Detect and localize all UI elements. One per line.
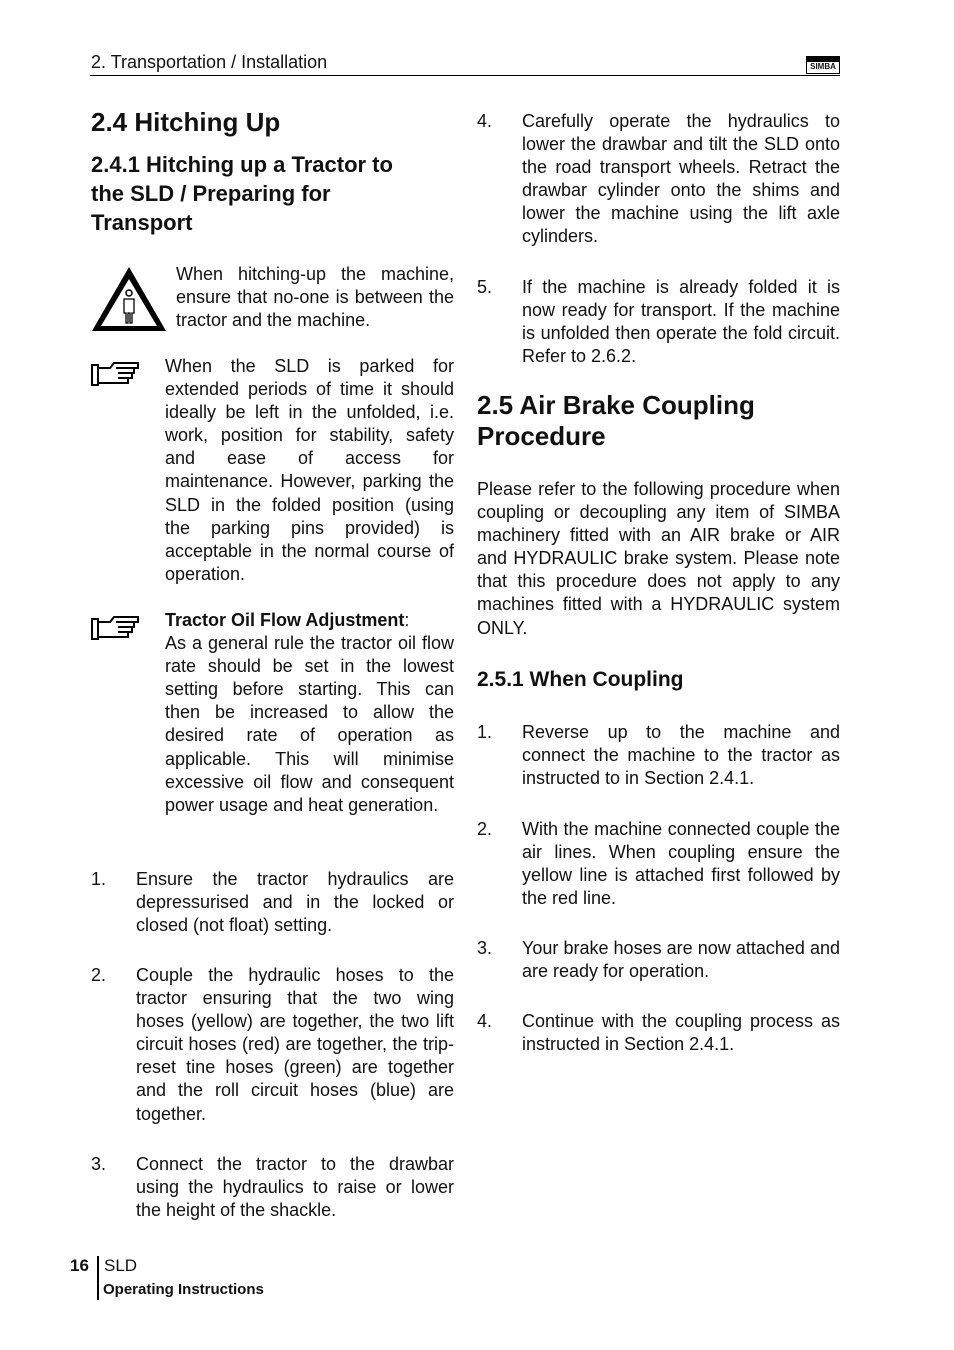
section-heading-2-5: 2.5 Air Brake Coupling Procedure xyxy=(477,390,755,451)
air-brake-intro: Please refer to the following procedure when coupling or decoupling any item of SIMBA machinery fitted with an AIR brake or AIR and HYDRAULIC brake system. Please note that this procedure does not apply to any machines fitted with a HYDRAULIC system ONLY. xyxy=(477,479,840,638)
subsection-heading-2-4-1: 2.4.1 Hitching up a Tractor to the SLD / Preparing for Transport xyxy=(91,152,393,235)
page-number: 16 xyxy=(70,1256,89,1275)
oil-flow-note-text: As a general rule the tractor oil flow rate should be set in the lowest setting before starting. This can then be increased to allow the desired rate of operation as applicable. This will minimise excessive oil flow and consequent power usage and heat generation. xyxy=(165,633,454,815)
section-heading-2-4: 2.4 Hitching Up xyxy=(91,107,281,137)
pointing-hand-icon xyxy=(90,360,142,388)
warning-triangle-icon xyxy=(90,265,168,333)
oil-flow-note-colon: : xyxy=(404,610,410,630)
footer-document-title: Operating Instructions xyxy=(103,1281,264,1298)
oil-flow-note-title: Tractor Oil Flow Adjustment xyxy=(165,610,405,630)
footer-divider xyxy=(97,1256,99,1300)
pointing-hand-icon xyxy=(90,614,142,642)
parking-note-text: When the SLD is parked for extended periods of time it should ideally be left in the unfolded, i.e. work, position for stability, safety and ease of access for maintenance. However, parking the SLD in the folded position (using the parking pins provided) is acceptable in the normal course of operation. xyxy=(165,356,454,584)
running-header: 2. Transportation / Installation xyxy=(91,52,328,72)
simba-logo: SIMBA xyxy=(806,56,840,74)
header-divider xyxy=(90,75,840,76)
subsection-heading-2-5-1: 2.5.1 When Coupling xyxy=(477,668,684,691)
footer-product: SLD xyxy=(104,1256,138,1275)
oil-flow-note xyxy=(165,609,454,817)
warning-text: When hitching-up the machine, ensure that no-one is between the tractor and the machine. xyxy=(176,264,454,331)
